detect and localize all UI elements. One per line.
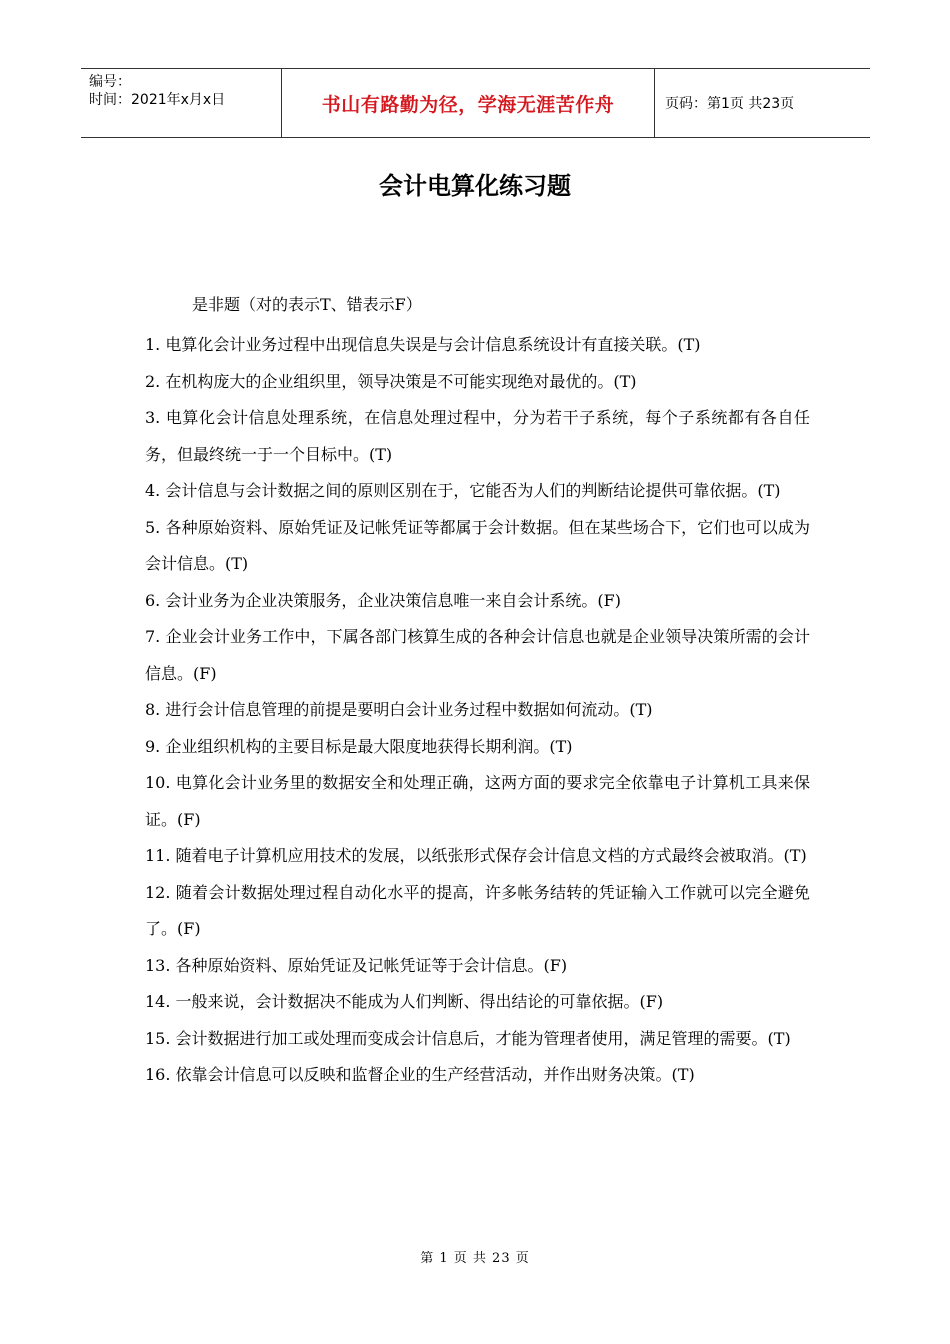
header-motto-cell [282, 69, 655, 137]
header-meta [81, 69, 282, 137]
page-indicator: 页码：第1页 共23页 [665, 96, 795, 112]
motto: 书山有路勤为径，学海无涯苦作舟 [321, 93, 615, 116]
header-page-cell [655, 69, 870, 137]
page-footer: 第 1 页 共 23 页 [420, 1251, 530, 1266]
question-item: 11. 随着电子计算机应用技术的发展，以纸张形式保存会计信息文档的方式最终会被取消。(T) [145, 846, 807, 865]
question-item: 16. 依靠会计信息可以反映和监督企业的生产经营活动，并作出财务决策。(T) [145, 1065, 695, 1084]
question-item: 1. 电算化会计业务过程中出现信息失误是与会计信息系统设计有直接关联。(T) [145, 335, 701, 354]
question-item: 12. 随着会计数据处理过程自动化水平的提高，许多帐务结转的凭证输入工作就可以完全避免了。(F) [145, 882, 810, 938]
question-item: 4. 会计信息与会计数据之间的原则区别在于，它能否为人们的判断结论提供可靠依据。(T) [145, 481, 781, 500]
question-item: 14. 一般来说，会计数据决不能成为人们判断、得出结论的可靠依据。(F) [145, 992, 664, 1011]
document-title: 会计电算化练习题 [379, 172, 571, 200]
date-label: 时间：2021年x月x日 [89, 92, 226, 108]
question-item: 6. 会计业务为企业决策服务，企业决策信息唯一来自会计系统。(F) [145, 590, 621, 610]
question-item: 13. 各种原始资料、原始凭证及记帐凭证等于会计信息。(F) [145, 955, 568, 975]
question-item: 5. 各种原始资料、原始凭证及记帐凭证等都属于会计数据。但在某些场合下，它们也可以成为会计信息。(T) [145, 517, 810, 573]
question-item: 2. 在机构庞大的企业组织里，领导决策是不可能实现绝对最优的。(T) [145, 371, 637, 391]
question-item: 10. 电算化会计业务里的数据安全和处理正确，这两方面的要求完全依靠电子计算机工具来保证。(F) [145, 773, 810, 829]
question-item: 9. 企业组织机构的主要目标是最大限度地获得长期利润。(T) [145, 736, 573, 756]
page-header [81, 68, 870, 138]
question-item: 15. 会计数据进行加工或处理而变成会计信息后，才能为管理者使用，满足管理的需要。(T) [145, 1028, 791, 1048]
question-item: 3. 电算化会计信息处理系统，在信息处理过程中，分为若干子系统，每个子系统都有各自任务，但最终统一于一个目标中。(T) [145, 408, 810, 464]
serial-label: 编号： [89, 74, 131, 90]
section-intro: 是非题（对的表示T、错表示F） [192, 295, 422, 314]
question-item: 8. 进行会计信息管理的前提是要明白会计业务过程中数据如何流动。(T) [145, 700, 653, 719]
question-item: 7. 企业会计业务工作中，下属各部门核算生成的各种会计信息也就是企业领导决策所需的会计信息。(F) [145, 627, 810, 683]
question-list [145, 327, 810, 1094]
